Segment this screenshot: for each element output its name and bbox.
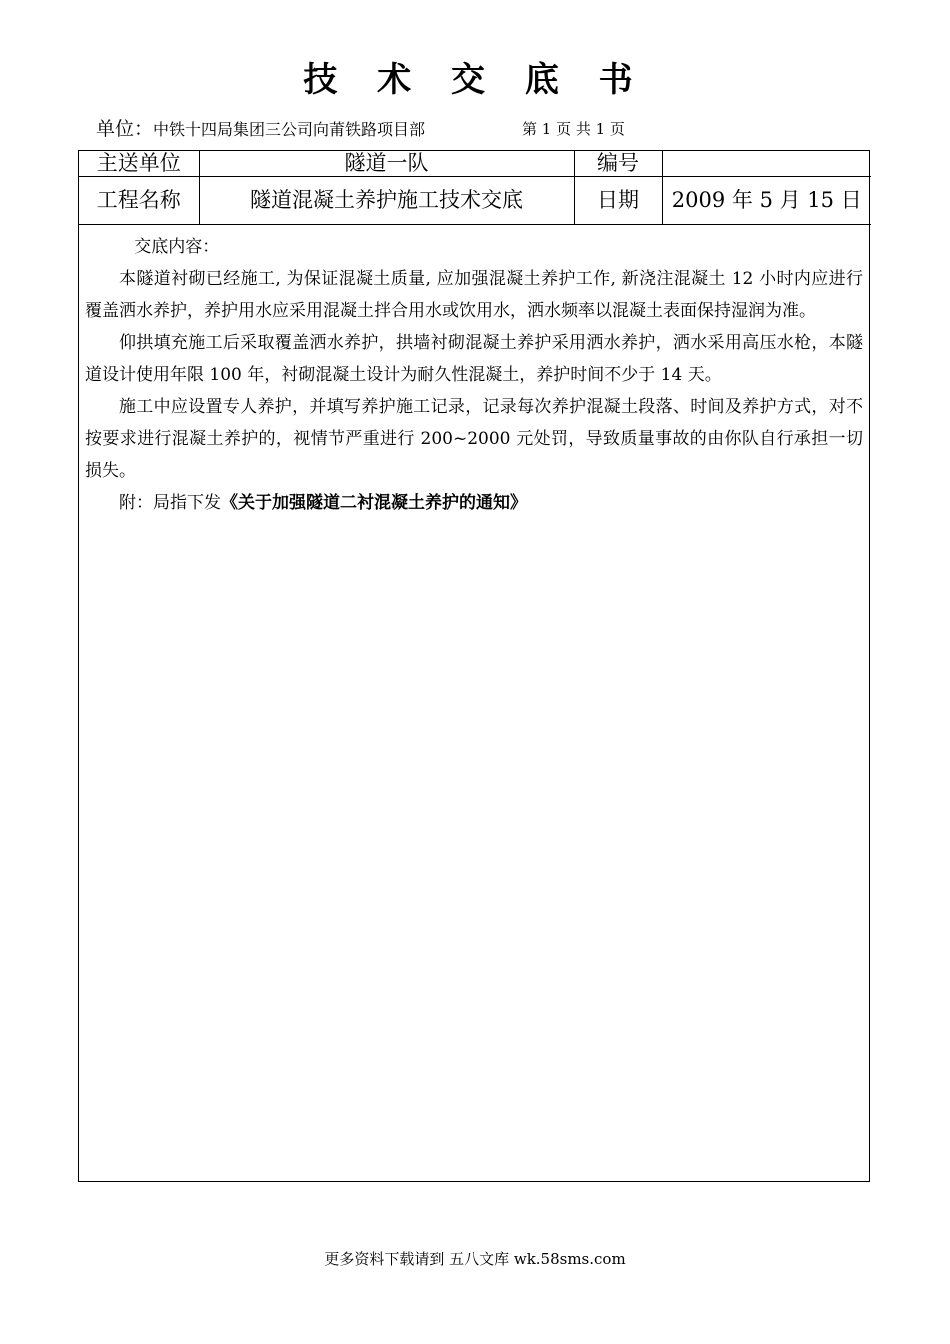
attachment-line: [85, 487, 863, 519]
header-row-project: [79, 177, 871, 225]
content-label: 交底内容：: [134, 237, 220, 257]
header-table: [79, 151, 871, 225]
unit-label: 单位：: [96, 118, 154, 140]
unit-value: 中铁十四局集团三公司向莆铁路项目部: [153, 120, 426, 139]
sender-label: 主送单位: [79, 151, 199, 177]
content-paragraph: 仰拱填充施工后采取覆盖洒水养护，拱墙衬砌混凝土养护采用洒水养护，洒水采用高压水枪，本隧道设计使用年限 100 年，衬砌混凝土设计为耐久性混凝土，养护时间不少于 14 天。: [85, 333, 863, 385]
attachment-title: 《关于加强隧道二衬混凝土养护的通知》: [221, 493, 527, 513]
page-info: 第 1 页 共 1 页: [522, 120, 625, 138]
header-row-sender: [79, 151, 871, 177]
disclosure-form: [78, 150, 870, 1182]
disclosure-content: [85, 227, 863, 519]
project-label: 工程名称: [79, 177, 199, 225]
date-label: 日期: [574, 177, 662, 225]
sender-value: 隧道一队: [199, 151, 574, 177]
document-title: 技 术 交 底 书: [303, 60, 647, 100]
date-value: 2009 年 5 月 15 日: [662, 177, 871, 225]
footer-download-note: 更多资料下载请到 五八文库 wk.58sms.com: [324, 1250, 626, 1268]
project-value: 隧道混凝土养护施工技术交底: [199, 177, 574, 225]
number-value: [662, 151, 871, 177]
attachment-prefix: 附：局指下发: [119, 493, 221, 513]
content-paragraph: 本隧道衬砌已经施工, 为保证混凝土质量, 应加强混凝土养护工作, 新浇注混凝土 12 小时内应进行覆盖洒水养护，养护用水应采用混凝土拌合用水或饮用水，洒水频率以混凝土表面保持湿润为准。: [85, 269, 863, 321]
unit-line: [96, 114, 425, 141]
number-label: 编号: [574, 151, 662, 177]
content-paragraph: 施工中应设置专人养护，并填写养护施工记录，记录每次养护混凝土段落、时间及养护方式，对不按要求进行混凝土养护的，视情节严重进行 200~2000 元处罚，导致质量事故的由你队自行承担一切损失。: [85, 397, 863, 481]
